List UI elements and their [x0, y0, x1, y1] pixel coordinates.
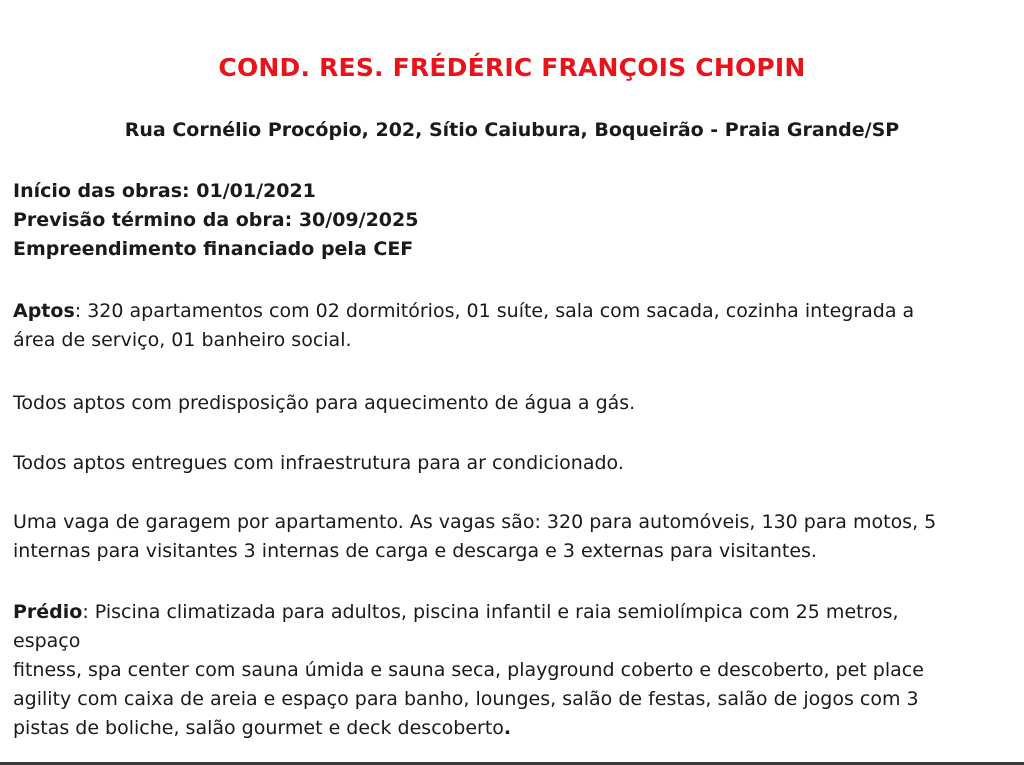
building-line-5	[13, 714, 1018, 743]
construction-info	[13, 177, 1018, 264]
building-line-2: espaço	[13, 630, 81, 652]
parking-line-2: internas para visitantes 3 internas de carga e descarga e 3 externas para visitantes.	[13, 540, 817, 562]
construction-end-forecast: Previsão término da obra: 30/09/2025	[13, 209, 419, 231]
gas-heating-text: Todos aptos com predisposição para aquecimento de água a gás.	[13, 392, 636, 414]
air-conditioning-text: Todos aptos entregues com infraestrutura para ar condicionado.	[13, 452, 624, 474]
apartments-label: Aptos	[13, 300, 75, 322]
building-line-3: fitness, spa center com sauna úmida e sauna seca, playground coberto e descoberto, pet place	[13, 659, 924, 681]
apartments-line-2: área de serviço, 01 banheiro social.	[13, 329, 352, 351]
building-paragraph	[13, 598, 1018, 743]
address-line: Rua Cornélio Procópio, 202, Sítio Caiubura, Boqueirão - Praia Grande/SP	[124, 119, 900, 141]
building-line-4: agility com caixa de areia e espaço para banho, lounges, salão de festas, salão de jogos com 3	[13, 688, 919, 710]
apartments-text-1: : 320 apartamentos com 02 dormitórios, 01 suíte, sala com sacada, cozinha integrada a	[74, 300, 915, 322]
financing-info: Empreendimento financiado pela CEF	[13, 238, 414, 260]
parking-paragraph	[13, 508, 1018, 566]
parking-line-1: Uma vaga de garagem por apartamento. As vagas são: 320 para automóveis, 130 para motos, 5	[13, 511, 937, 533]
construction-start: Início das obras: 01/01/2021	[13, 180, 316, 202]
apartments-line-1	[13, 297, 1018, 326]
building-text-5: pistas de boliche, salão gourmet e deck descoberto	[13, 717, 504, 739]
building-end-mark: .	[503, 717, 512, 739]
gas-heating-paragraph	[13, 389, 1018, 418]
building-label: Prédio	[13, 601, 83, 623]
apartments-paragraph	[13, 297, 1018, 355]
building-line-1	[13, 598, 1018, 627]
building-text-1: : Piscina climatizada para adultos, piscina infantil e raia semiolímpica com 25 metros,	[82, 601, 899, 623]
condominium-title: COND. RES. FRÉDÉRIC FRANÇOIS CHOPIN	[218, 53, 806, 82]
air-conditioning-paragraph	[13, 449, 1018, 478]
